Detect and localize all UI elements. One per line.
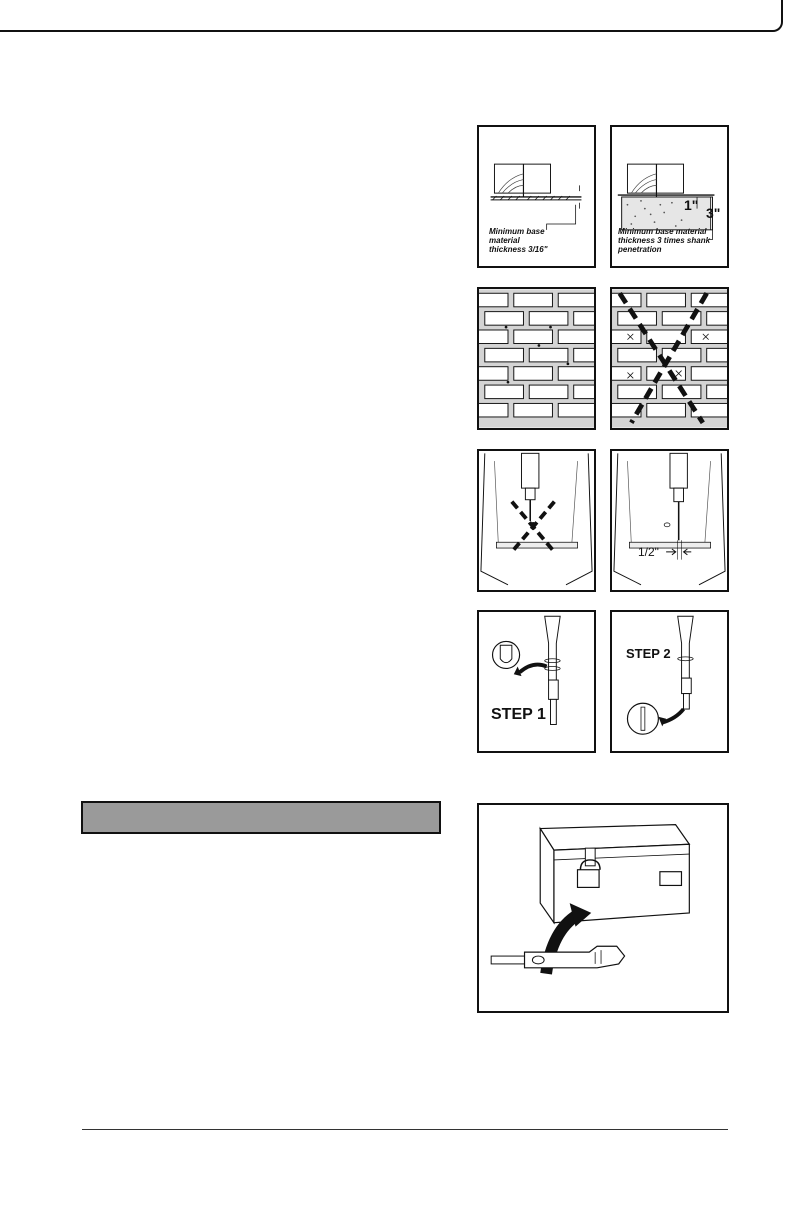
step2-figure [610,610,729,753]
step2-label: STEP 2 [626,646,671,661]
toolbox-storage-illustration [479,805,727,1011]
base-thin-caption-line1: Minimum base [489,227,545,236]
base-thick-caption-line1: Minimum base material [618,227,707,236]
step2-illustration [612,612,727,751]
edge-distance-incorrect-illustration [479,451,594,590]
base-thick-dim-small: 1" [684,197,699,213]
edge-distance-correct-figure [610,449,729,592]
brick-wall-correct-figure [477,287,596,430]
toolbox-storage-figure [477,803,729,1013]
base-thick-dim-large: 3" [706,205,721,221]
brick-wall-correct-illustration [479,289,594,428]
step1-figure [477,610,596,753]
edge-distance-dimension: 1/2" [638,545,659,559]
page-top-border [0,0,783,32]
brick-wall-incorrect-figure [610,287,729,430]
base-thin-caption-line3: thickness 3/16" [489,245,548,254]
base-thick-caption-line2: thickness 3 times shank [618,236,711,245]
page-bottom-rule [82,1129,728,1130]
base-thin-figure [477,125,596,268]
edge-distance-correct-illustration [612,451,727,590]
step1-label: STEP 1 [491,706,546,723]
brick-wall-incorrect-illustration [612,289,727,428]
section-heading-bar [81,801,441,834]
base-thick-caption-line3: penetration [618,245,662,254]
base-thick-figure [610,125,729,268]
edge-distance-incorrect-figure [477,449,596,592]
step1-illustration [479,612,594,751]
base-thin-caption-line2: material [489,236,520,245]
